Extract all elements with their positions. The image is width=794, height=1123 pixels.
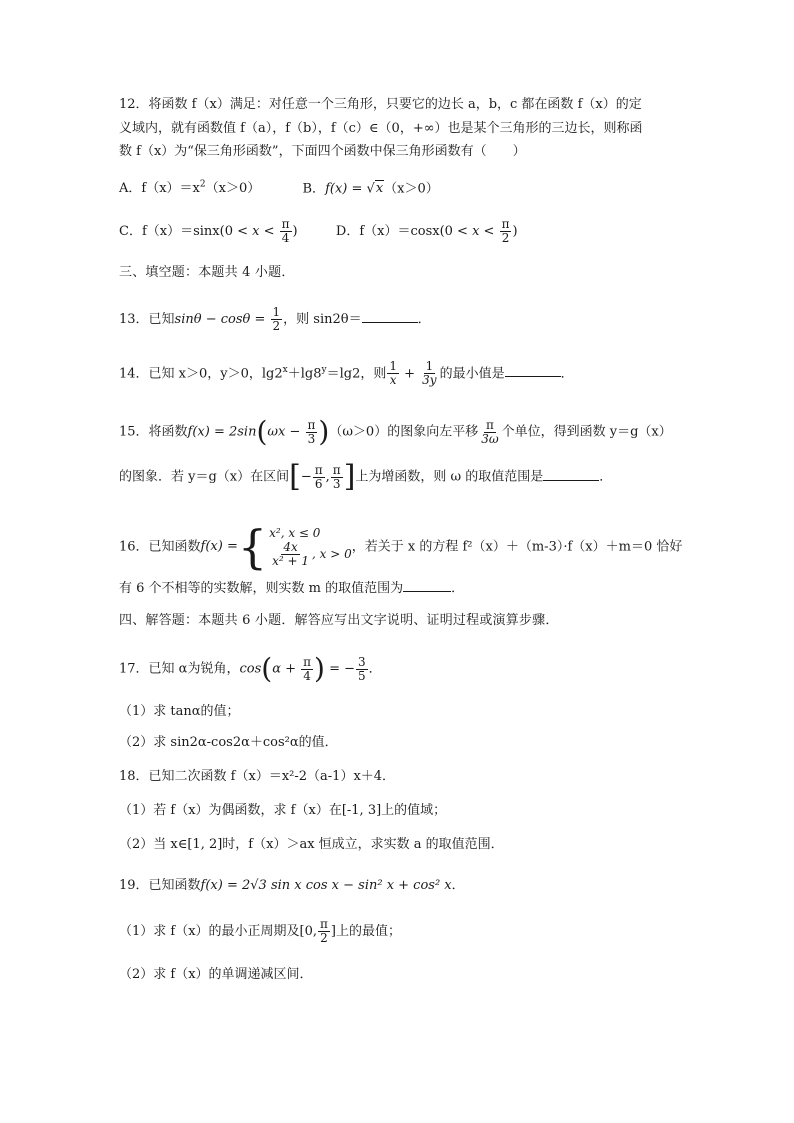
q18-stem: 18．已知二次函数 f（x）＝x²-2（a-1）x＋4． <box>119 769 396 784</box>
q15-answer-blank[interactable] <box>543 466 599 481</box>
q12-option-b: B．f(x) = √x（x＞0） <box>302 181 439 197</box>
q17-part2: （2）求 sin2α-cos2α＋cos²α的值． <box>119 735 338 750</box>
section-3-heading: 三、填空题：本题共 4 小题． <box>119 265 295 280</box>
q12-option-c: C．f（x）＝sinx(0 < x < $\frac{\pi}{4}$ ) <box>119 217 298 245</box>
q12-options-cd <box>119 218 518 245</box>
q18-part1: （1）若 f（x）为偶函数，求 f（x）在[-1, 3]上的值域； <box>119 803 447 818</box>
q17-part1: （1）求 tanα的值； <box>119 704 240 719</box>
q16-piecewise: f(x) = { x², x ≤ 0 $\frac{4x}{\text{x² + 1}}$ , x > 0 <box>200 520 352 574</box>
q12-options-ab <box>119 175 439 199</box>
q16-line1: 16．已知函数 f(x) = { x², x ≤ 0 $\frac{4x}{\text{x² + 1}}$ , x > 0 ，若关于 x 的方程 f²（x）＋（m-3）·f（x）＋m＝0 恰好 <box>119 520 683 574</box>
q14-answer-blank[interactable] <box>505 362 561 377</box>
q12-line2: 义域内，就有函数值 f（a），f（b），f（c）∈（0，+∞）也是某个三角形的三边长，则称函 <box>119 121 643 136</box>
q12-option-a: A．$f(x)=x^2(x>0)$ <box>119 180 261 197</box>
section-4-heading: 四、解答题：本题共 6 小题．解答应写出文字说明、证明过程或演算步骤． <box>119 613 559 628</box>
q13: 13．已知sinθ − cosθ = $\frac{1}{2}$ ，则 sin2θ＝ ． <box>119 305 431 333</box>
q19-part1: （1）求 f（x）的最小正周期及[0, $\frac{\pi}{2}$ ]上的最值； <box>119 917 402 945</box>
q12-line3: 数 f（x）为“保三角形函数”，下面四个函数中保三角形函数有（ ） <box>119 144 526 159</box>
q19-part2: （2）求 f（x）的单调递减区间． <box>119 967 313 982</box>
q15-line2: 的图象．若 y＝g（x）在区间[− $\frac{\pi}{6}$ , $\frac{\pi}{3}$ ]上为增函数，则 ω 的取值范围是 ． <box>119 459 613 494</box>
q19-stem: 19．已知函数f(x) = 2√3 sin x cos x − sin² x + cos² x． <box>119 878 465 893</box>
q17-stem: 17．已知 α为锐角，cos(α + $\frac{\pi}{4}$ ) = − $\frac{3}{5}$ ． <box>119 652 382 685</box>
q15-line1: 15．将函数f(x) = 2sin(ωx − $\frac{\pi}{3}$ )（ω＞0）的图象向左平移 $\frac{\pi}{3\omega}$ 个单位，得到函数 y＝g（x） <box>119 415 672 448</box>
q16-answer-blank[interactable] <box>403 577 451 592</box>
q12-line1: 12．将函数 f（x）满足：对任意一个三角形，只要它的边长 a，b，c 都在函数 f（x）的定 <box>119 97 642 112</box>
q13-answer-blank[interactable] <box>362 308 418 323</box>
q12-option-d: D．f（x）＝cosx(0 < x < $\frac{\pi}{2}$ ) <box>335 217 518 245</box>
q14: 14．已知 x＞0，y＞0，$\lg 2^x+\lg 8^y=\lg 2$，则 $\frac{1}{x}$ + $\frac{1}{3y}$ 的最小值是 ． <box>119 359 574 388</box>
q16-line2: 有 6 个不相等的实数解，则实数 m 的取值范围为 ． <box>119 577 464 599</box>
q18-part2: （2）当 x∈[1, 2]时，f（x）＞ax 恒成立，求实数 a 的取值范围． <box>119 837 504 852</box>
